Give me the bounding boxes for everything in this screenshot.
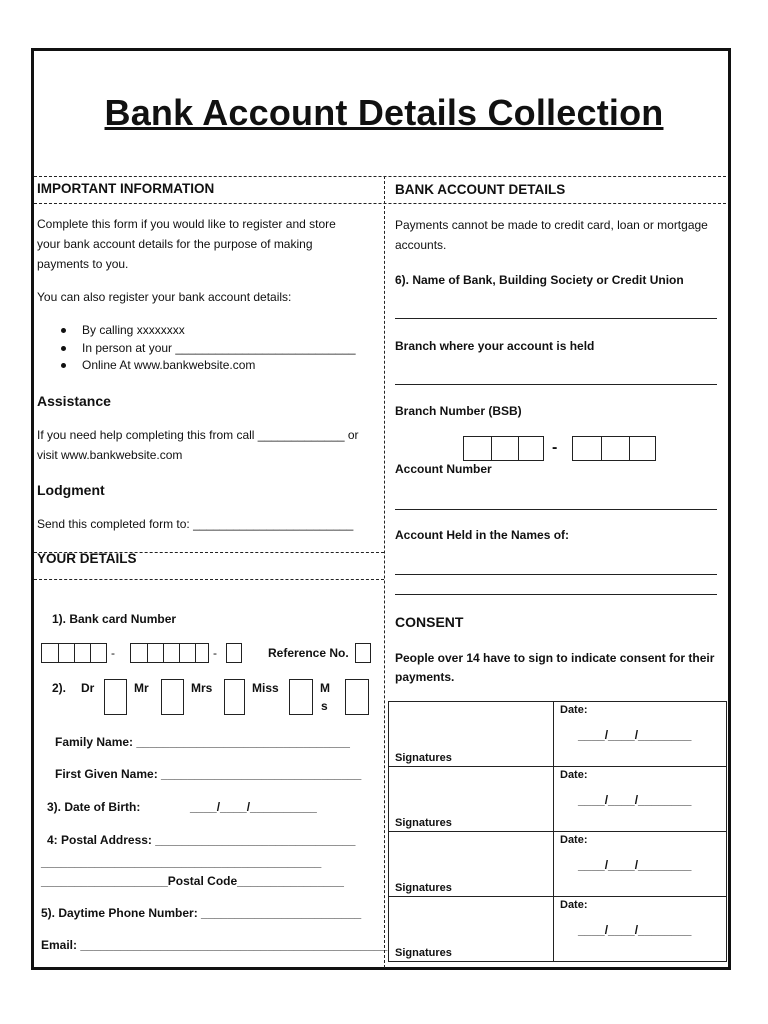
also-register-text: You can also register your bank account details:	[37, 290, 292, 304]
important-heading: IMPORTANT INFORMATION	[37, 181, 215, 196]
bsb-label: Branch Number (BSB)	[395, 404, 522, 418]
title-ms-checkbox[interactable]	[345, 679, 369, 715]
date-field[interactable]: ____/____/________	[578, 793, 692, 807]
lodgment-heading: Lodgment	[37, 482, 105, 498]
separator: -	[213, 646, 217, 660]
title-dr-label: Dr	[81, 681, 95, 695]
date-label: Date:	[560, 834, 588, 846]
signature-row	[389, 767, 727, 832]
date-label: Date:	[560, 704, 588, 716]
assistance-heading: Assistance	[37, 393, 111, 409]
signatures-label: Signatures	[395, 947, 452, 959]
account-name-input-2[interactable]	[395, 594, 717, 595]
bullet-icon	[61, 328, 66, 333]
date-cell[interactable]	[554, 767, 727, 832]
title-dr-checkbox[interactable]	[104, 679, 127, 715]
bullet-item: Online At www.bankwebsite.com	[82, 358, 256, 372]
bank-details-heading: BANK ACCOUNT DETAILS	[395, 182, 566, 197]
signature-table	[388, 701, 727, 962]
family-name-field[interactable]: Family Name: ________________________________	[55, 735, 350, 749]
column-divider	[384, 176, 385, 968]
title-ms-label: M	[320, 681, 330, 695]
account-number-label: Account Number	[395, 462, 492, 476]
first-name-field[interactable]: First Given Name: ______________________________	[55, 767, 362, 781]
title-mrs-label: Mrs	[191, 681, 213, 695]
bsb-separator: -	[552, 439, 558, 456]
branch-input[interactable]	[395, 384, 717, 385]
signature-row	[389, 702, 727, 767]
date-cell[interactable]	[554, 702, 727, 767]
bank-notice: Payments cannot be made to credit card, loan or mortgage	[395, 218, 708, 232]
date-field[interactable]: ____/____/________	[578, 923, 692, 937]
bank-card-input-1[interactable]	[41, 643, 107, 663]
date-label: Date:	[560, 769, 588, 781]
signature-cell[interactable]	[389, 702, 554, 767]
signature-cell[interactable]	[389, 767, 554, 832]
title-mr-label: Mr	[134, 681, 149, 695]
consent-text: People over 14 have to sign to indicate consent for their	[395, 651, 715, 665]
reference-input[interactable]	[355, 643, 371, 663]
signatures-label: Signatures	[395, 752, 452, 764]
consent-text: payments.	[395, 670, 455, 684]
bank-name-input[interactable]	[395, 318, 717, 319]
title-ms-label: s	[321, 699, 328, 713]
page-title: Bank Account Details Collection	[104, 92, 664, 133]
dob-field[interactable]: ____/____/__________	[190, 800, 317, 814]
signature-row	[389, 897, 727, 962]
signature-row	[389, 832, 727, 897]
title-miss-label: Miss	[252, 681, 279, 695]
bsb-input-1[interactable]	[463, 436, 544, 461]
title-number: 2).	[52, 681, 67, 695]
dob-label: 3). Date of Birth:	[47, 800, 141, 814]
divider	[34, 203, 726, 204]
account-name-input-1[interactable]	[395, 574, 717, 575]
bullet-item: In person at your ___________________________	[82, 341, 356, 355]
email-field[interactable]: Email: ______________________________________________	[41, 938, 388, 952]
date-cell[interactable]	[554, 832, 727, 897]
title-mr-checkbox[interactable]	[161, 679, 184, 715]
account-number-input[interactable]	[395, 509, 717, 510]
bsb-input-2[interactable]	[572, 436, 656, 461]
intro-line: Complete this form if you would like to register and store	[37, 217, 336, 231]
bullet-icon	[61, 346, 66, 351]
bank-card-input-3[interactable]	[226, 643, 242, 663]
assistance-text: If you need help completing this from call _____________ or	[37, 428, 359, 442]
bullet-item: By calling xxxxxxxx	[82, 323, 185, 337]
reference-label: Reference No.	[268, 646, 349, 660]
bullet-icon	[61, 363, 66, 368]
your-details-heading: YOUR DETAILS	[37, 551, 137, 566]
signature-cell[interactable]	[389, 897, 554, 962]
lodgment-text: Send this completed form to: ________________________	[37, 517, 354, 531]
phone-field[interactable]: 5). Daytime Phone Number: ________________________	[41, 906, 362, 920]
intro-line: your bank account details for the purpose of making	[37, 237, 313, 251]
postal-code-field[interactable]: ___________________Postal Code________________	[41, 874, 344, 888]
account-names-label: Account Held in the Names of:	[395, 528, 570, 542]
assistance-text: visit www.bankwebsite.com	[37, 448, 183, 462]
date-field[interactable]: ____/____/________	[578, 728, 692, 742]
bank-card-label: 1). Bank card Number	[52, 612, 177, 626]
signature-cell[interactable]	[389, 832, 554, 897]
separator: -	[111, 646, 115, 660]
date-cell[interactable]	[554, 897, 727, 962]
consent-heading: CONSENT	[395, 614, 464, 630]
branch-label: Branch where your account is held	[395, 339, 595, 353]
bank-card-input-2[interactable]	[130, 643, 209, 663]
title-miss-checkbox[interactable]	[289, 679, 313, 715]
date-field[interactable]: ____/____/________	[578, 858, 692, 872]
divider	[34, 176, 726, 177]
bank-notice: accounts.	[395, 238, 447, 252]
signatures-label: Signatures	[395, 882, 452, 894]
postal-address-field[interactable]: 4: Postal Address: ______________________________	[47, 833, 356, 847]
divider	[34, 579, 384, 580]
signatures-label: Signatures	[395, 817, 452, 829]
date-label: Date:	[560, 899, 588, 911]
postal-address-line2[interactable]: __________________________________________	[41, 855, 322, 869]
intro-line: payments to you.	[37, 257, 129, 271]
bank-name-label: 6). Name of Bank, Building Society or Credit Union	[395, 273, 684, 287]
title-mrs-checkbox[interactable]	[224, 679, 245, 715]
